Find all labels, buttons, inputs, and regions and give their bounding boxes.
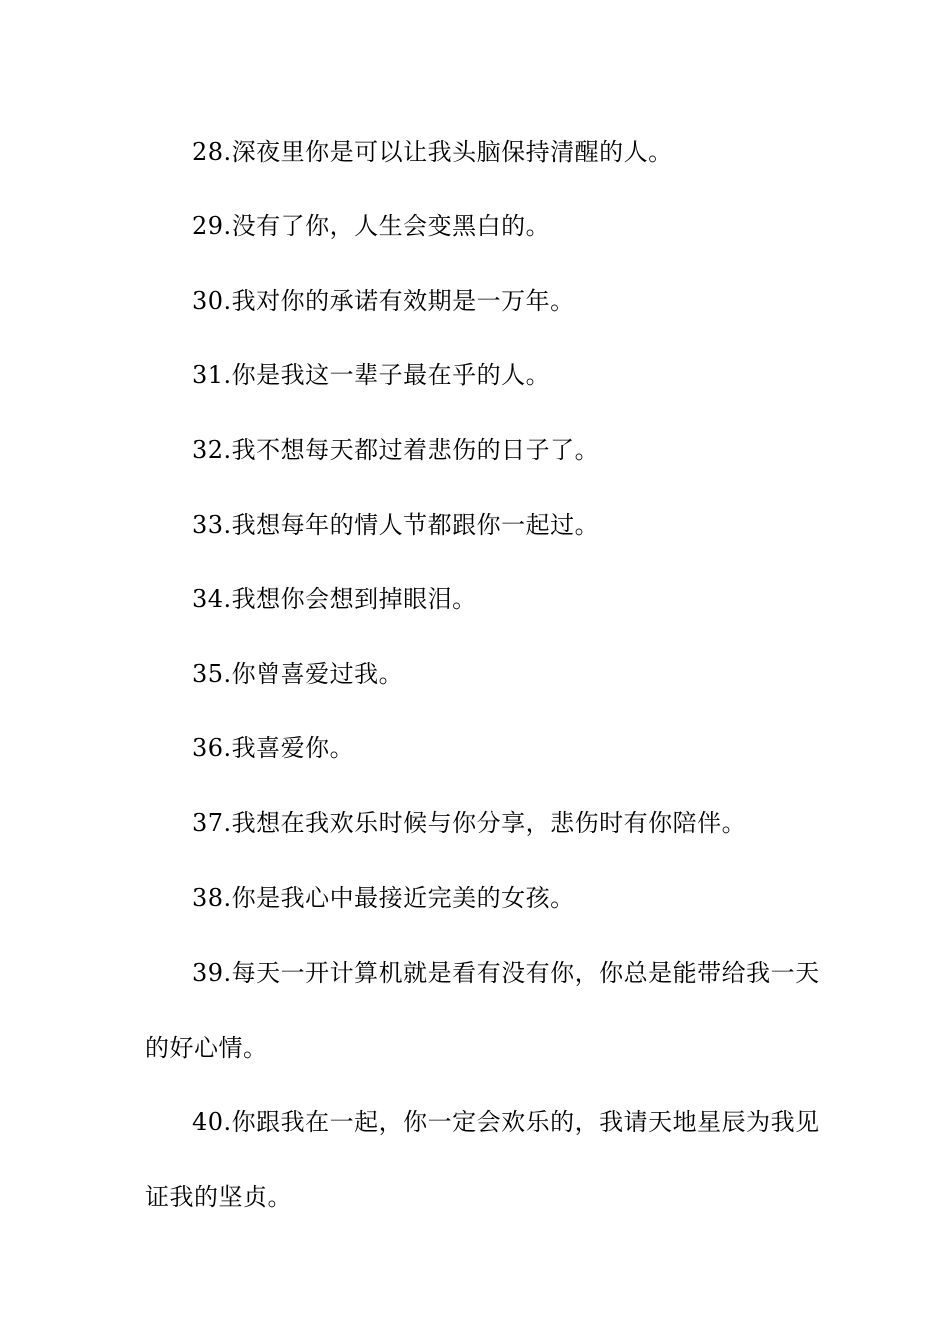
paragraph-line-34: 34.我想你会想到掉眼泪。 (192, 585, 477, 613)
paragraph-line-33: 33.我想每年的情人节都跟你一起过。 (192, 511, 600, 539)
paragraph-line-40b: 证我的坚贞。 (145, 1183, 292, 1211)
paragraph-line-40a: 40.你跟我在一起，你一定会欢乐的，我请天地星辰为我见 (192, 1108, 820, 1136)
paragraph-line-38: 38.你是我心中最接近完美的女孩。 (192, 884, 575, 912)
paragraph-line-39a: 39.每天一开计算机就是看有没有你，你总是能带给我一天 (192, 959, 820, 987)
paragraph-line-36: 36.我喜爱你。 (192, 734, 355, 762)
paragraph-line-30: 30.我对你的承诺有效期是一万年。 (192, 287, 575, 315)
paragraph-line-32: 32.我不想每天都过着悲伤的日子了。 (192, 436, 600, 464)
paragraph-line-28: 28.深夜里你是可以让我头脑保持清醒的人。 (192, 138, 673, 166)
paragraph-line-29: 29.没有了你，人生会变黑白的。 (192, 212, 551, 240)
paragraph-line-37: 37.我想在我欢乐时候与你分享，悲伤时有你陪伴。 (192, 809, 747, 837)
paragraph-line-31: 31.你是我这一辈子最在乎的人。 (192, 361, 551, 389)
paragraph-line-35: 35.你曾喜爱过我。 (192, 660, 404, 688)
paragraph-line-39b: 的好心情。 (145, 1034, 268, 1062)
